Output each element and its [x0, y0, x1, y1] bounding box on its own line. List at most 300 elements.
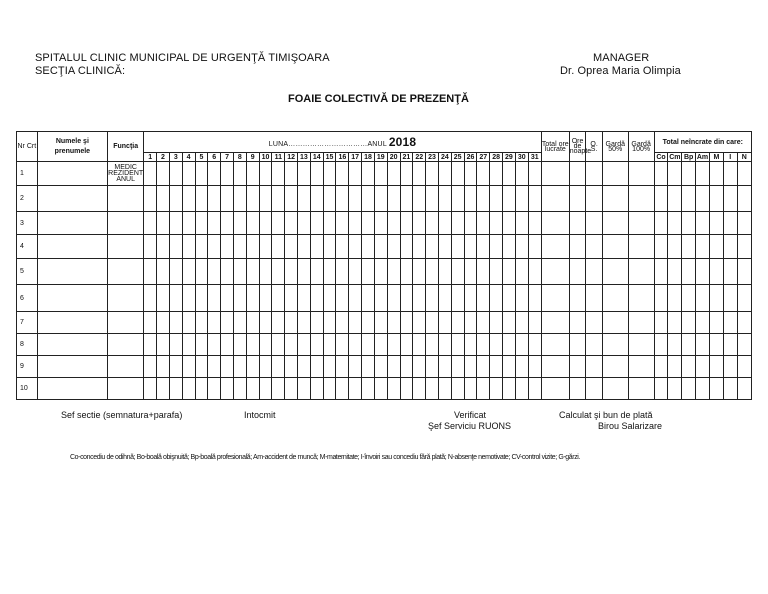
absence-cell[interactable] [737, 312, 751, 334]
summary-cell[interactable] [628, 235, 654, 259]
day-cell[interactable] [272, 212, 285, 235]
day-cell[interactable] [285, 259, 298, 285]
day-cell[interactable] [349, 235, 362, 259]
summary-cell[interactable] [569, 186, 586, 212]
day-cell[interactable] [349, 285, 362, 312]
day-cell[interactable] [336, 235, 349, 259]
day-cell[interactable] [246, 162, 259, 186]
day-cell[interactable] [169, 162, 182, 186]
absence-cell[interactable] [682, 285, 696, 312]
summary-cell[interactable] [628, 312, 654, 334]
day-cell[interactable] [515, 162, 528, 186]
day-cell[interactable] [503, 334, 516, 356]
absence-cell[interactable] [668, 334, 682, 356]
day-cell[interactable] [182, 285, 195, 312]
summary-cell[interactable] [628, 334, 654, 356]
day-cell[interactable] [451, 235, 464, 259]
day-cell[interactable] [515, 312, 528, 334]
day-cell[interactable] [349, 312, 362, 334]
day-cell[interactable] [208, 312, 221, 334]
summary-cell[interactable] [541, 356, 569, 378]
day-cell[interactable] [272, 186, 285, 212]
absence-cell[interactable] [668, 378, 682, 400]
absence-cell[interactable] [709, 259, 723, 285]
absence-cell[interactable] [668, 162, 682, 186]
day-cell[interactable] [490, 312, 503, 334]
absence-cell[interactable] [737, 186, 751, 212]
day-cell[interactable] [387, 162, 400, 186]
day-cell[interactable] [503, 186, 516, 212]
day-cell[interactable] [157, 186, 170, 212]
day-cell[interactable] [387, 186, 400, 212]
day-cell[interactable] [400, 378, 413, 400]
summary-cell[interactable] [569, 334, 586, 356]
summary-cell[interactable] [586, 334, 603, 356]
absence-cell[interactable] [654, 212, 668, 235]
day-cell[interactable] [323, 334, 336, 356]
day-cell[interactable] [272, 259, 285, 285]
day-cell[interactable] [477, 285, 490, 312]
absence-cell[interactable] [723, 356, 737, 378]
day-cell[interactable] [195, 312, 208, 334]
day-cell[interactable] [221, 285, 234, 312]
day-cell[interactable] [310, 235, 323, 259]
day-cell[interactable] [157, 162, 170, 186]
day-cell[interactable] [426, 285, 439, 312]
day-cell[interactable] [515, 356, 528, 378]
day-cell[interactable] [362, 378, 375, 400]
day-cell[interactable] [362, 285, 375, 312]
day-cell[interactable] [528, 259, 541, 285]
summary-cell[interactable] [569, 285, 586, 312]
day-cell[interactable] [272, 334, 285, 356]
day-cell[interactable] [426, 334, 439, 356]
day-cell[interactable] [285, 212, 298, 235]
day-cell[interactable] [464, 212, 477, 235]
day-cell[interactable] [157, 259, 170, 285]
day-cell[interactable] [310, 334, 323, 356]
absence-cell[interactable] [682, 212, 696, 235]
absence-cell[interactable] [682, 378, 696, 400]
day-cell[interactable] [208, 162, 221, 186]
name-cell[interactable] [37, 334, 107, 356]
day-cell[interactable] [144, 162, 157, 186]
day-cell[interactable] [426, 162, 439, 186]
day-cell[interactable] [400, 212, 413, 235]
summary-cell[interactable] [541, 162, 569, 186]
day-cell[interactable] [298, 334, 311, 356]
day-cell[interactable] [451, 312, 464, 334]
day-cell[interactable] [195, 186, 208, 212]
day-cell[interactable] [451, 356, 464, 378]
absence-cell[interactable] [696, 378, 710, 400]
day-cell[interactable] [157, 312, 170, 334]
summary-cell[interactable] [602, 285, 628, 312]
function-cell[interactable] [108, 356, 144, 378]
absence-cell[interactable] [737, 356, 751, 378]
summary-cell[interactable] [602, 378, 628, 400]
day-cell[interactable] [336, 259, 349, 285]
day-cell[interactable] [157, 235, 170, 259]
day-cell[interactable] [182, 334, 195, 356]
day-cell[interactable] [285, 334, 298, 356]
day-cell[interactable] [490, 235, 503, 259]
day-cell[interactable] [464, 312, 477, 334]
summary-cell[interactable] [541, 235, 569, 259]
day-cell[interactable] [272, 356, 285, 378]
day-cell[interactable] [157, 212, 170, 235]
day-cell[interactable] [426, 312, 439, 334]
day-cell[interactable] [272, 235, 285, 259]
day-cell[interactable] [451, 285, 464, 312]
day-cell[interactable] [387, 235, 400, 259]
absence-cell[interactable] [709, 235, 723, 259]
day-cell[interactable] [426, 378, 439, 400]
summary-cell[interactable] [586, 312, 603, 334]
day-cell[interactable] [490, 334, 503, 356]
day-cell[interactable] [285, 356, 298, 378]
absence-cell[interactable] [709, 334, 723, 356]
day-cell[interactable] [490, 378, 503, 400]
day-cell[interactable] [374, 378, 387, 400]
day-cell[interactable] [362, 259, 375, 285]
absence-cell[interactable] [737, 235, 751, 259]
day-cell[interactable] [362, 186, 375, 212]
day-cell[interactable] [413, 312, 426, 334]
day-cell[interactable] [233, 259, 246, 285]
day-cell[interactable] [221, 162, 234, 186]
summary-cell[interactable] [586, 356, 603, 378]
absence-cell[interactable] [668, 312, 682, 334]
absence-cell[interactable] [668, 356, 682, 378]
day-cell[interactable] [233, 186, 246, 212]
day-cell[interactable] [336, 285, 349, 312]
day-cell[interactable] [233, 212, 246, 235]
day-cell[interactable] [387, 259, 400, 285]
day-cell[interactable] [464, 378, 477, 400]
day-cell[interactable] [374, 356, 387, 378]
day-cell[interactable] [195, 212, 208, 235]
absence-cell[interactable] [723, 259, 737, 285]
day-cell[interactable] [503, 162, 516, 186]
day-cell[interactable] [490, 285, 503, 312]
summary-cell[interactable] [628, 212, 654, 235]
absence-cell[interactable] [682, 312, 696, 334]
day-cell[interactable] [503, 312, 516, 334]
day-cell[interactable] [528, 235, 541, 259]
summary-cell[interactable] [628, 186, 654, 212]
day-cell[interactable] [374, 235, 387, 259]
day-cell[interactable] [490, 259, 503, 285]
day-cell[interactable] [503, 285, 516, 312]
day-cell[interactable] [349, 259, 362, 285]
summary-cell[interactable] [602, 235, 628, 259]
absence-cell[interactable] [654, 312, 668, 334]
day-cell[interactable] [349, 162, 362, 186]
function-cell[interactable]: MEDIC REZIDENT ANUL [108, 162, 144, 186]
day-cell[interactable] [349, 356, 362, 378]
day-cell[interactable] [298, 285, 311, 312]
absence-cell[interactable] [709, 378, 723, 400]
day-cell[interactable] [323, 235, 336, 259]
absence-cell[interactable] [682, 162, 696, 186]
absence-cell[interactable] [668, 285, 682, 312]
day-cell[interactable] [503, 259, 516, 285]
day-cell[interactable] [169, 356, 182, 378]
day-cell[interactable] [349, 212, 362, 235]
day-cell[interactable] [528, 212, 541, 235]
day-cell[interactable] [426, 186, 439, 212]
day-cell[interactable] [515, 186, 528, 212]
day-cell[interactable] [477, 186, 490, 212]
absence-cell[interactable] [709, 285, 723, 312]
function-cell[interactable] [108, 212, 144, 235]
day-cell[interactable] [221, 334, 234, 356]
day-cell[interactable] [285, 285, 298, 312]
day-cell[interactable] [515, 334, 528, 356]
day-cell[interactable] [310, 212, 323, 235]
day-cell[interactable] [503, 212, 516, 235]
day-cell[interactable] [426, 259, 439, 285]
summary-cell[interactable] [541, 378, 569, 400]
absence-cell[interactable] [723, 334, 737, 356]
day-cell[interactable] [246, 212, 259, 235]
day-cell[interactable] [169, 378, 182, 400]
day-cell[interactable] [362, 235, 375, 259]
day-cell[interactable] [323, 259, 336, 285]
day-cell[interactable] [208, 334, 221, 356]
day-cell[interactable] [310, 378, 323, 400]
function-cell[interactable] [108, 235, 144, 259]
day-cell[interactable] [169, 259, 182, 285]
day-cell[interactable] [169, 312, 182, 334]
summary-cell[interactable] [541, 285, 569, 312]
day-cell[interactable] [298, 235, 311, 259]
day-cell[interactable] [157, 378, 170, 400]
day-cell[interactable] [438, 334, 451, 356]
summary-cell[interactable] [586, 378, 603, 400]
summary-cell[interactable] [602, 162, 628, 186]
name-cell[interactable] [37, 212, 107, 235]
day-cell[interactable] [477, 334, 490, 356]
day-cell[interactable] [259, 378, 272, 400]
summary-cell[interactable] [628, 356, 654, 378]
day-cell[interactable] [528, 285, 541, 312]
function-cell[interactable] [108, 334, 144, 356]
day-cell[interactable] [336, 356, 349, 378]
summary-cell[interactable] [569, 212, 586, 235]
day-cell[interactable] [298, 356, 311, 378]
absence-cell[interactable] [654, 162, 668, 186]
absence-cell[interactable] [682, 235, 696, 259]
day-cell[interactable] [246, 186, 259, 212]
day-cell[interactable] [400, 356, 413, 378]
day-cell[interactable] [246, 334, 259, 356]
summary-cell[interactable] [541, 259, 569, 285]
day-cell[interactable] [336, 162, 349, 186]
day-cell[interactable] [259, 312, 272, 334]
summary-cell[interactable] [541, 212, 569, 235]
day-cell[interactable] [221, 212, 234, 235]
day-cell[interactable] [310, 162, 323, 186]
absence-cell[interactable] [654, 186, 668, 212]
day-cell[interactable] [477, 356, 490, 378]
day-cell[interactable] [362, 312, 375, 334]
absence-cell[interactable] [737, 259, 751, 285]
day-cell[interactable] [387, 356, 400, 378]
day-cell[interactable] [221, 186, 234, 212]
day-cell[interactable] [195, 259, 208, 285]
day-cell[interactable] [336, 186, 349, 212]
day-cell[interactable] [182, 378, 195, 400]
summary-cell[interactable] [586, 186, 603, 212]
absence-cell[interactable] [682, 356, 696, 378]
day-cell[interactable] [336, 334, 349, 356]
name-cell[interactable] [37, 285, 107, 312]
summary-cell[interactable] [628, 285, 654, 312]
day-cell[interactable] [515, 235, 528, 259]
summary-cell[interactable] [569, 162, 586, 186]
day-cell[interactable] [413, 235, 426, 259]
absence-cell[interactable] [696, 334, 710, 356]
day-cell[interactable] [374, 334, 387, 356]
absence-cell[interactable] [723, 285, 737, 312]
function-cell[interactable] [108, 259, 144, 285]
day-cell[interactable] [298, 259, 311, 285]
day-cell[interactable] [362, 356, 375, 378]
day-cell[interactable] [490, 212, 503, 235]
day-cell[interactable] [169, 186, 182, 212]
day-cell[interactable] [208, 235, 221, 259]
day-cell[interactable] [259, 235, 272, 259]
day-cell[interactable] [464, 186, 477, 212]
day-cell[interactable] [438, 235, 451, 259]
day-cell[interactable] [515, 212, 528, 235]
day-cell[interactable] [349, 186, 362, 212]
summary-cell[interactable] [541, 312, 569, 334]
day-cell[interactable] [400, 259, 413, 285]
summary-cell[interactable] [628, 378, 654, 400]
name-cell[interactable] [37, 235, 107, 259]
absence-cell[interactable] [737, 212, 751, 235]
absence-cell[interactable] [696, 235, 710, 259]
day-cell[interactable] [298, 312, 311, 334]
day-cell[interactable] [310, 312, 323, 334]
day-cell[interactable] [221, 378, 234, 400]
summary-cell[interactable] [569, 378, 586, 400]
day-cell[interactable] [528, 378, 541, 400]
day-cell[interactable] [400, 235, 413, 259]
absence-cell[interactable] [668, 186, 682, 212]
summary-cell[interactable] [569, 356, 586, 378]
day-cell[interactable] [310, 356, 323, 378]
day-cell[interactable] [490, 186, 503, 212]
day-cell[interactable] [451, 212, 464, 235]
day-cell[interactable] [438, 356, 451, 378]
day-cell[interactable] [169, 235, 182, 259]
day-cell[interactable] [144, 334, 157, 356]
summary-cell[interactable] [541, 334, 569, 356]
absence-cell[interactable] [696, 186, 710, 212]
summary-cell[interactable] [628, 259, 654, 285]
day-cell[interactable] [362, 334, 375, 356]
day-cell[interactable] [323, 162, 336, 186]
day-cell[interactable] [272, 378, 285, 400]
day-cell[interactable] [259, 259, 272, 285]
day-cell[interactable] [310, 259, 323, 285]
summary-cell[interactable] [602, 312, 628, 334]
summary-cell[interactable] [586, 235, 603, 259]
day-cell[interactable] [195, 378, 208, 400]
day-cell[interactable] [464, 356, 477, 378]
day-cell[interactable] [464, 285, 477, 312]
day-cell[interactable] [246, 356, 259, 378]
summary-cell[interactable] [602, 259, 628, 285]
day-cell[interactable] [246, 235, 259, 259]
day-cell[interactable] [528, 186, 541, 212]
day-cell[interactable] [298, 186, 311, 212]
day-cell[interactable] [285, 378, 298, 400]
day-cell[interactable] [144, 235, 157, 259]
day-cell[interactable] [477, 212, 490, 235]
absence-cell[interactable] [654, 334, 668, 356]
day-cell[interactable] [195, 235, 208, 259]
day-cell[interactable] [182, 162, 195, 186]
day-cell[interactable] [336, 378, 349, 400]
day-cell[interactable] [182, 212, 195, 235]
function-cell[interactable] [108, 186, 144, 212]
day-cell[interactable] [182, 235, 195, 259]
day-cell[interactable] [426, 212, 439, 235]
name-cell[interactable] [37, 312, 107, 334]
day-cell[interactable] [515, 378, 528, 400]
absence-cell[interactable] [668, 235, 682, 259]
day-cell[interactable] [413, 186, 426, 212]
day-cell[interactable] [208, 285, 221, 312]
day-cell[interactable] [400, 334, 413, 356]
absence-cell[interactable] [654, 356, 668, 378]
day-cell[interactable] [221, 312, 234, 334]
absence-cell[interactable] [654, 235, 668, 259]
absence-cell[interactable] [668, 259, 682, 285]
summary-cell[interactable] [586, 212, 603, 235]
day-cell[interactable] [464, 259, 477, 285]
day-cell[interactable] [503, 356, 516, 378]
day-cell[interactable] [195, 285, 208, 312]
day-cell[interactable] [400, 312, 413, 334]
day-cell[interactable] [438, 259, 451, 285]
day-cell[interactable] [195, 334, 208, 356]
absence-cell[interactable] [654, 378, 668, 400]
absence-cell[interactable] [723, 378, 737, 400]
day-cell[interactable] [144, 285, 157, 312]
absence-cell[interactable] [737, 334, 751, 356]
day-cell[interactable] [285, 312, 298, 334]
day-cell[interactable] [323, 378, 336, 400]
day-cell[interactable] [413, 378, 426, 400]
day-cell[interactable] [195, 162, 208, 186]
day-cell[interactable] [259, 212, 272, 235]
day-cell[interactable] [387, 334, 400, 356]
day-cell[interactable] [362, 162, 375, 186]
absence-cell[interactable] [723, 186, 737, 212]
day-cell[interactable] [259, 285, 272, 312]
absence-cell[interactable] [737, 285, 751, 312]
day-cell[interactable] [477, 378, 490, 400]
summary-cell[interactable] [602, 186, 628, 212]
absence-cell[interactable] [696, 259, 710, 285]
name-cell[interactable] [37, 378, 107, 400]
